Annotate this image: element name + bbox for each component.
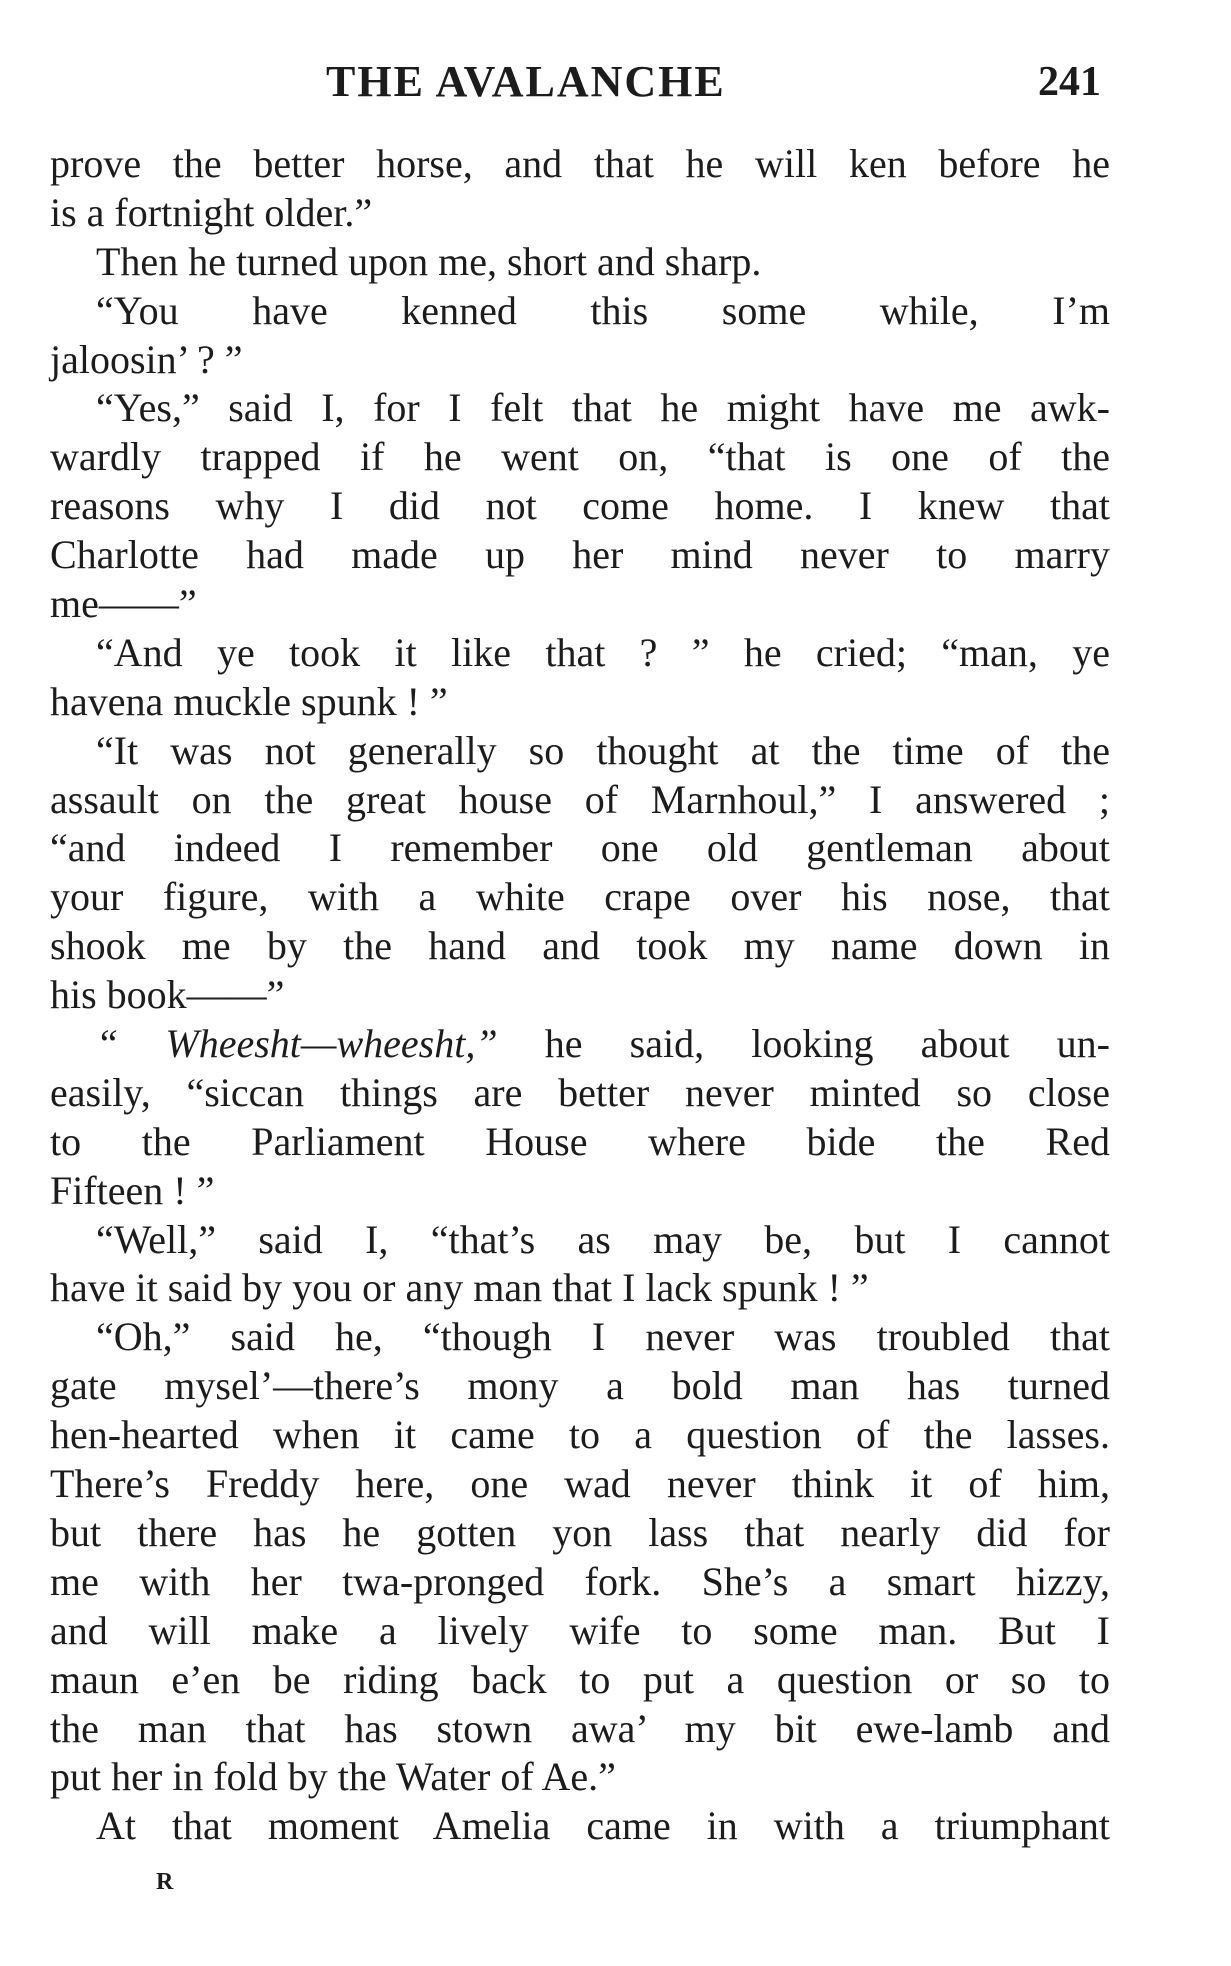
page-header	[0, 52, 1231, 112]
text-line: me with her twa-pronged fork. She’s a smart hizzy,	[50, 1558, 1110, 1604]
text-line: “Yes,” said I, for I felt that he might have me awk-	[96, 385, 1110, 431]
text-line: At that moment Amelia came in with a triumphant	[96, 1803, 1110, 1849]
text-line	[50, 1020, 1110, 1069]
text-line: gate mysel’—there’s mony a bold man has turned	[50, 1363, 1110, 1409]
text-line: hen-hearted when it came to a question of the lasses.	[50, 1412, 1110, 1458]
body-text	[50, 140, 1110, 1851]
text-line: “And ye took it like that ? ” he cried; “man, ye	[96, 629, 1110, 675]
text-line: maun e’en be riding back to put a question or so to	[50, 1656, 1110, 1702]
text-line: “It was not generally so thought at the time of the	[96, 727, 1110, 773]
text-line: There’s Freddy here, one wad never think it of him,	[50, 1461, 1110, 1507]
text-line: wardly trapped if he went on, “that is one of the	[50, 434, 1110, 480]
text-line: me——”	[50, 581, 197, 627]
text-line: shook me by the hand and took my name down in	[50, 923, 1110, 969]
text-line: your figure, with a white crape over his nose, that	[50, 874, 1110, 920]
text-line: to the Parliament House where bide the Red	[50, 1118, 1110, 1164]
signature-mark: R	[156, 1869, 174, 1895]
text-line: is a fortnight older.”	[50, 189, 373, 235]
text-line: Fifteen ! ”	[50, 1167, 215, 1213]
text-line: assault on the great house of Marnhoul,” I answered ;	[50, 776, 1110, 822]
text-line: “You have kenned this some while, I’m	[96, 287, 1110, 333]
running-title: THE AVALANCHE	[326, 57, 726, 106]
text-line: jaloosin’ ? ”	[50, 336, 243, 382]
text-line: “and indeed I remember one old gentleman about	[50, 825, 1110, 871]
text-line: but there has he gotten yon lass that nearly did for	[50, 1509, 1110, 1555]
text-line: Then he turned upon me, short and sharp.	[96, 238, 762, 284]
text-line: easily, “siccan things are better never minted so close	[50, 1069, 1110, 1115]
text-line: have it said by you or any man that I lack spunk ! ”	[50, 1265, 869, 1311]
text-line: Charlotte had made up her mind never to marry	[50, 532, 1110, 578]
page-number: 241	[1038, 59, 1101, 105]
text-line-rest: he said, looking about un-	[544, 1021, 1111, 1067]
italic-phrase: “ Wheesht—wheesht,”	[96, 1021, 498, 1067]
text-line: havena muckle spunk ! ”	[50, 678, 448, 724]
text-line: and will make a lively wife to some man. But I	[50, 1607, 1110, 1653]
text-line: “Oh,” said he, “though I never was troubled that	[96, 1314, 1110, 1360]
text-line: his book——”	[50, 972, 285, 1018]
text-line: “Well,” said I, “that’s as may be, but I cannot	[96, 1216, 1110, 1262]
text-line: put her in fold by the Water of Ae.”	[50, 1754, 616, 1800]
text-line: the man that has stown awa’ my bit ewe-lamb and	[50, 1705, 1110, 1751]
text-line: reasons why I did not come home. I knew that	[50, 483, 1110, 529]
text-line: prove the better horse, and that he will ken before he	[50, 141, 1110, 186]
